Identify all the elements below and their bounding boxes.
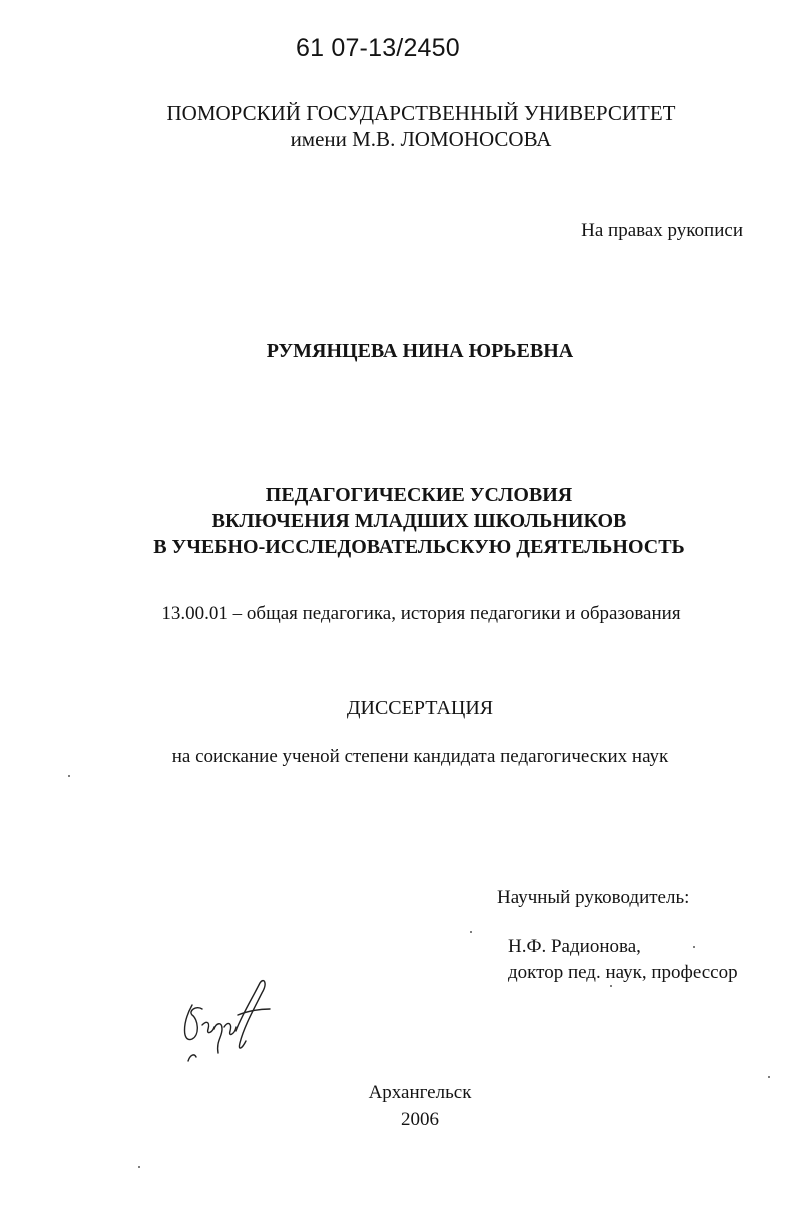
university-line-2: имени М.В. ЛОМОНОСОВА (290, 127, 552, 151)
dissertation-title (0, 482, 795, 560)
specialty-line: 13.00.01 – общая педагогика, история педагогики и образования (161, 603, 681, 624)
degree-line: на соискание ученой степени кандидата педагогических наук (171, 746, 669, 767)
year: 2006 (401, 1109, 439, 1130)
supervisor-title: доктор пед. наук, профессор (508, 962, 738, 983)
scan-speck (470, 931, 472, 933)
scan-speck (693, 946, 695, 948)
city-year (0, 1079, 795, 1133)
handwritten-signature (178, 975, 278, 1070)
scan-speck (68, 775, 70, 777)
supervisor-label: Научный руководитель: (497, 887, 690, 908)
supervisor-name: Н.Ф. Радионова, (508, 936, 641, 957)
catalog-number: 61 07-13/2450 (296, 34, 460, 62)
manuscript-note: На правах рукописи (581, 220, 743, 241)
scan-speck (610, 985, 612, 987)
document-type: ДИССЕРТАЦИЯ (346, 697, 494, 719)
university-name (0, 100, 795, 152)
title-line-1: ПЕДАГОГИЧЕСКИЕ УСЛОВИЯ (265, 484, 573, 506)
title-line-2: ВКЛЮЧЕНИЯ МЛАДШИХ ШКОЛЬНИКОВ (211, 510, 627, 532)
author-name: РУМЯНЦЕВА НИНА ЮРЬЕВНА (266, 340, 574, 362)
title-line-3: В УЧЕБНО-ИССЛЕДОВАТЕЛЬСКУЮ ДЕЯТЕЛЬНОСТЬ (153, 536, 685, 558)
city: Архангельск (368, 1082, 472, 1103)
scan-speck (768, 1076, 770, 1078)
scan-speck (138, 1166, 140, 1168)
university-line-1: ПОМОРСКИЙ ГОСУДАРСТВЕННЫЙ УНИВЕРСИТЕТ (166, 101, 676, 125)
